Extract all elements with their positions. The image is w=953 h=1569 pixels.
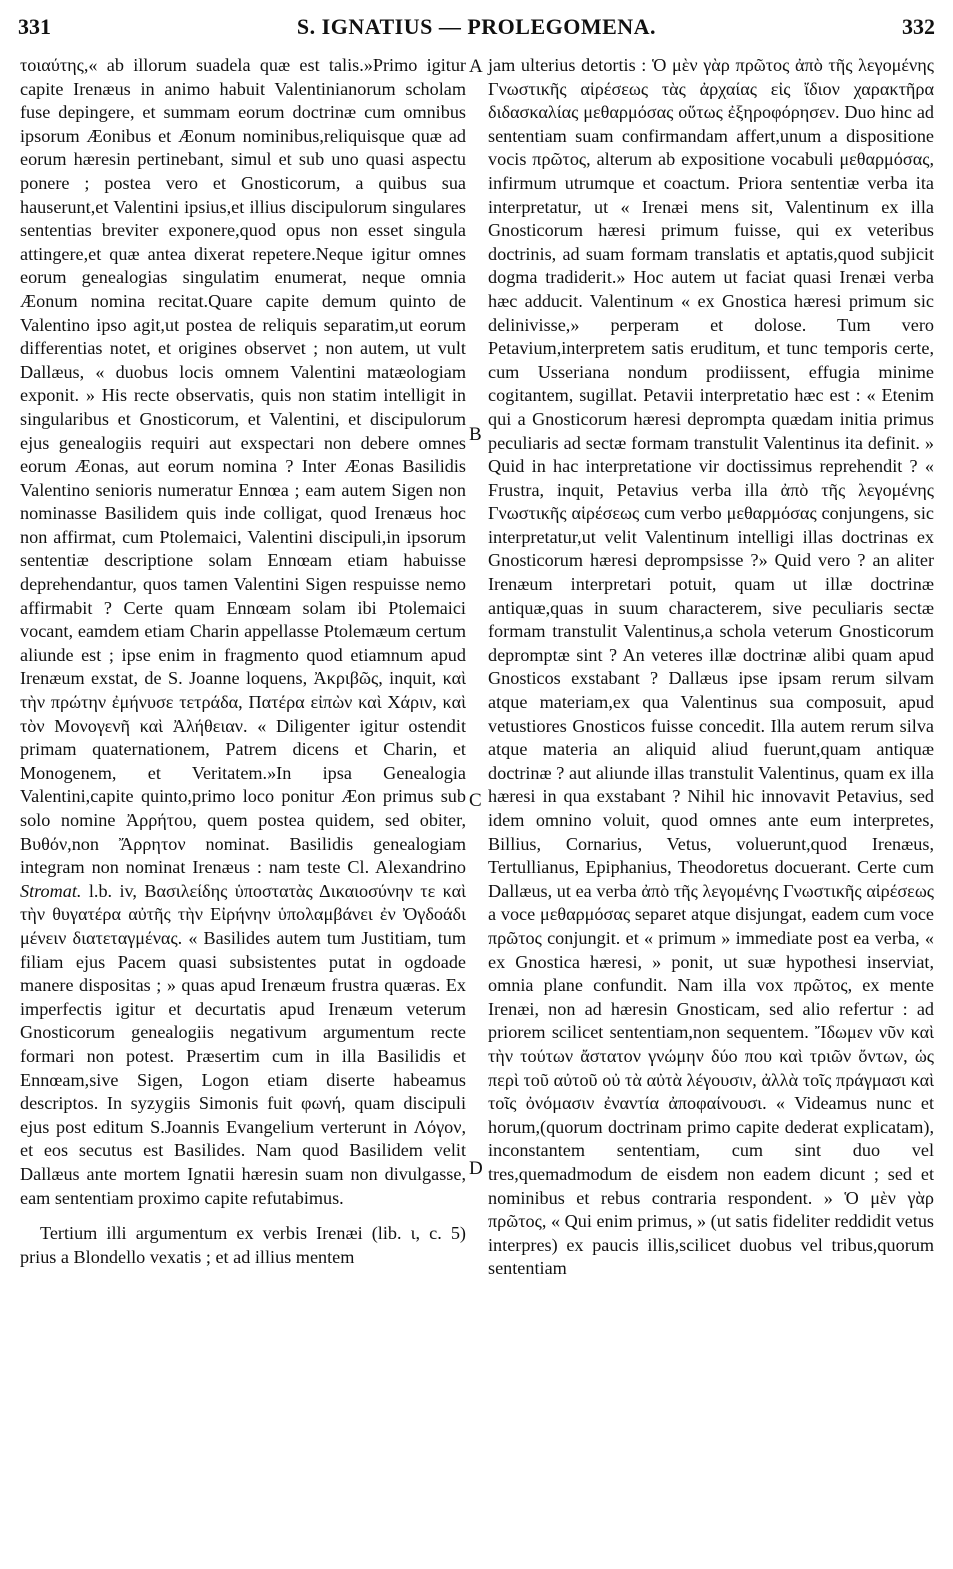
margin-letter-a: A	[469, 56, 483, 77]
left-paragraph-1-end: l.b. iv, Βασιλείδης ὑποστατὰς Δικαιοσύνην τε καὶ τὴν θυγατέρα αὐτῆς τὴν Εἰρήνην ὑπολαμβάνει ἐν Ὀγδοάδι μένειν διατεταγμένας. « Basilides autem tum Justitiam, tum filiam ejus Pacem quasi subsistentes putat in ogdoade manere dispositas ; » quas apud Irenæum frustra quæras. Ex imperfectis igitur et decurtatis apud Irenæum veterum Gnosticorum genealogiis negativum argumentum recte formari non potest. Præsertim cum in illa Basilidis et Ennœam,sive Sigen, Logon etiam diserte habeamus descriptos. In syzygiis Simonis fuit φωνή, quam discipuli ejus post editum S.Joannis Evangelium verterunt in Λόγον, et eos secutus est Basilides. Nam quod Basilidem velit Dallæus ante mortem Ignatii hæresin suam non divulgasse, eam sententiam proximo capite refutabimus.	[20, 880, 466, 1208]
left-paragraph-2: Tertium illi argumentum ex verbis Irenæi (lib. ι, c. 5) prius a Blondello vexatis ; et ad illius mentem	[20, 1223, 466, 1267]
stromat-citation: Stromat.	[20, 880, 82, 901]
right-column	[488, 54, 934, 1281]
left-column-number: 331	[18, 14, 51, 39]
page-header	[18, 14, 935, 50]
left-paragraph-1	[20, 54, 466, 1210]
margin-letter-d: D	[469, 1158, 483, 1179]
margin-letter-c: C	[469, 790, 482, 811]
right-column-number: 332	[902, 14, 935, 39]
right-paragraph-1: jam ulterius detortis : Ὁ μὲν γὰρ πρῶτος ἀπὸ τῆς λεγομένης Γνωστικῆς αἱρέσεως τὰς ἀρχαίας εἰς ἴδιον χαρακτῆρα διδασκαλίας μεθαρμόσας οὕτως ἐξηροφόρησεν. Duo hinc ad sententiam suam confirmandam affert,unum a dispositione vocis πρῶτος, alterum ab expositione vocabuli μεθαρμόσας, infirmum utrumque et coactum. Priora sententiæ verba ita interpretatur, ut « Irenæi mens sit, Valentinum ex illa Gnosticorum hæresi primum fuisse, qui ex veteribus doctrinis, ad suam formam translatis et aptatis,quod subjicit dogma tradiderit.» Hoc autem ut faciat quasi Irenæi verba hæc adducit. Valentinum « ex Gnostica hæresi primum sic delinivisse,» perperam et dolose. Tum vero Petavium,interpretem satis eruditum, et tunc temporis certe, cum Usseriana nondum prodiissent, effugia minime cogitantem, sugillat. Petavii interpretatio hæc est : « Etenim qui a Gnosticorum hæresi deprompta quædam initia primus peculiaris ad sectæ formam transtulit Valentinus ita definit. » Quid in hac interpretatione vir doctissimus reprehendit ? « Frustra, inquit, Petavius verba illa ἀπὸ τῆς λεγομένης Γνωστικῆς αἱρέσεως cum verbo μεθαρμόσας conjungens, sic interpretatur,ut velit Valentinum intelligi illas doctrinas ex Gnosticorum hæresi deprompsisse ?» Quid vero ? an aliter Irenæum interpretari potuit, quam ut illæ doctrinæ antiquæ,quas in suum characterem, sive peculiaris sectæ formam transtulit Valentinus,a schola veterum Gnosticorum depromptæ sint ? An veteres illæ doctrinæ alibi quam apud Gnosticos exstabant ? Dallæus ipse ipsam rerum silvam atque materiam,ex qua Valentinus sua composuit, apud vetustiores Gnosticos fuisse concedit. Illa autem rerum silva atque materia an aliquid aliud fuerunt,quam antiquæ doctrinæ ? aut aliunde illas transtulit Valentinus, quam ex illa hæresi in qua exstabant ? Nihil hic innovavit Petavius, sed idem omnino voluit, quod omnes ante eum interpretes, Billius, Cornarius, Vetus, voluerunt,quod Irenæus, Tertullianus, Epiphanius, Theodoretus docuerant. Certe cum Dallæus, ut ea verba ἀπὸ τῆς λεγομένης Γνωστικῆς αἱρέσεως a voce μεθαρμόσας separet atque disjungat, eadem cum voce πρῶτος conjungit. et « primum » immediate post ea verba, « ex Gnostica hæresi, » ponit, ut suæ hypothesi inserviat, omnia plane confundit. Nam illa vox πρῶτος, ex mente Irenæi, non ad hæresin Gnosticam, sed alio refertur : ad priorem scilicet sententiam,non sequentem. Ἴδωμεν νῦν καὶ τὴν τούτων ἄστατον γνώμην δύο που καὶ τριῶν ὄντων, ὡς περὶ τοῦ αὐτοῦ οὐ τὰ αὐτὰ λέγουσιν, ἀλλὰ τοῖς πράγμασι καὶ τοῖς ὀνόμασιν ἐναντία ἀποφαίνουσι. « Videamus nunc et horum,(quorum doctrinam primo capite dederat explicatam), inconstantem sententiam, cum sint duo vel tres,quemadmodum de eisdem non eadem dicunt ; sed et nominibus et rebus contraria respondent. » Ὁ μὲν γὰρ πρῶτος, « Qui enim primus, » (ut satis fideliter reddidit vetus interpres) ex paucis illis,scilicet duobus vel tribus,quorum sententiam	[488, 55, 935, 1279]
running-title: S. IGNATIUS — PROLEGOMENA.	[296, 14, 657, 39]
left-column	[20, 54, 466, 1269]
left-paragraph-1-text: τοιαύτης,« ab illorum suadela quæ est talis.»Primo igitur capite Irenæus in animo habuit Valentinianorum scholam fuse depingere, et summam eorum doctrinæ cum omnibus ipsorum Æonibus et Æonum nominibus,reliquisque quæ ad eorum hæresin pertinebant, simul et sub uno quasi aspectu ponere ; postea vero et Gnosticorum, a quibus sua hauserunt,et Valentini ipsius,et illius discipulorum singulares sententias breviter exponere,quod opus non esset singula attingere,et quæ antea dixerat repetere.Neque igitur omnes eorum genealogias singulatim enumerat, neque omnia Æonum nomina recitat.Quare capite demum quinto de Valentino ipso agit,ut postea de reliquis separatim,ut eorum differentias notet, et origines observet ; non autem, ut vult Dallæus, « duobus locis omnem Valentini matæologiam exponit. » His recte observatis, quis non statim intelligit in singularibus et Gnosticorum, et Valentini, et discipulorum ejus genealogiis requiri aut exspectari non debere omnes eorum Æonas, aut eorum nomina ? Inter Æonas Basilidis Valentino senioris numeratur Ennœa ; eam autem Sigen non nominasse Basilidem quis inde colligat, quod Irenæus hoc non affirmat, cum Ptolemaici, Valentini discipuli,in ipsorum sententiæ descriptione solam Ennœam etiam habuisse deprehendantur, quos tamen Valentini Sigen respuisse nemo affirmabit ? Certe quam Ennœam solam ibi Ptolemaici vocant, eamdem etiam Charin appellasse Ptolemæum certum aliunde est ; ipse enim in fragmento quod etiamnum apud Irenæum exstat, de S. Joanne loquens, Ἀκριβῶς, inquit, καὶ τὴν πρώτην ἐμήνυσε τετράδα, Πατέρα εἰπὼν καὶ Χάριν, καὶ τὸν Μονογενῆ καὶ Ἀλήθειαν. « Diligenter igitur ostendit primam quaternationem, Patrem dicens et Charin, et Monogenem, et Veritatem.»In ipsa Genealogia Valentini,capite quinto,primo loco ponitur Æon primus sub solo nomine Ἀρρήτου, quem postea quidem, sed obiter, Βυθόν,non Ἄρρητον nominat. Basilidis genealogiam integram non nominat Irenæus : nam teste Cl. Alexandrino	[20, 55, 466, 878]
margin-letter-b: B	[469, 424, 482, 445]
